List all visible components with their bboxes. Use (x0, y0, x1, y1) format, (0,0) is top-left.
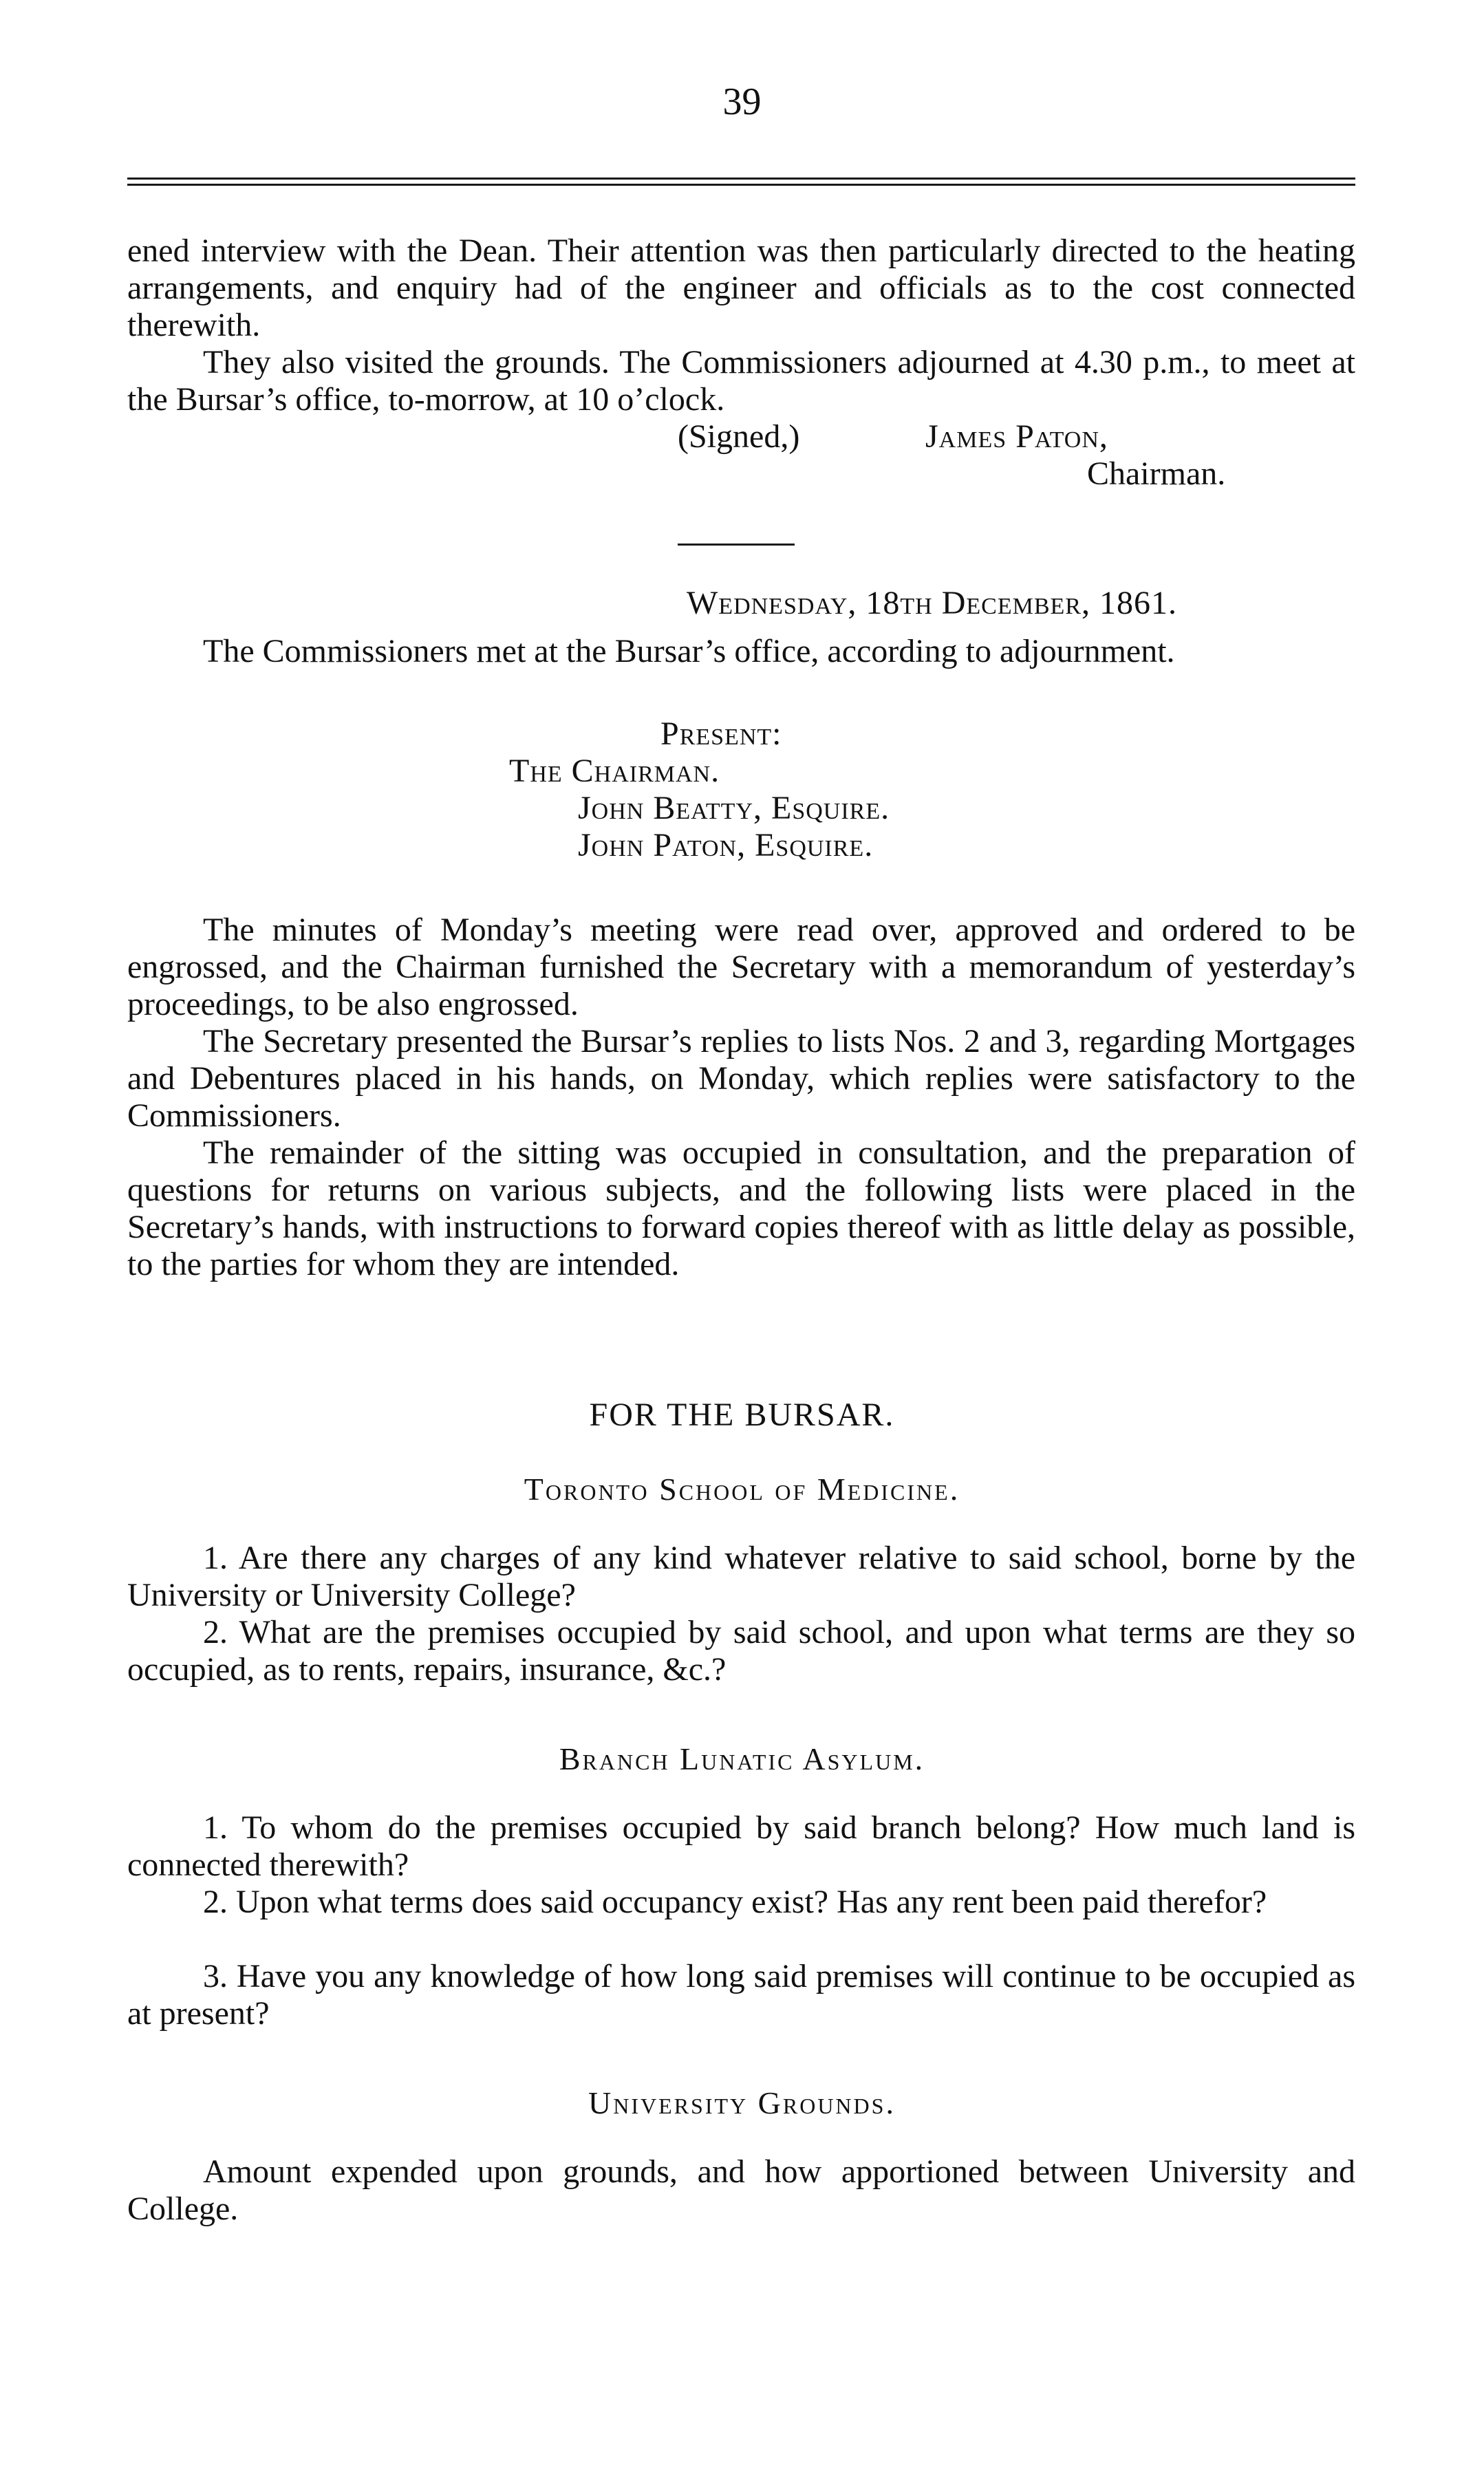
present-heading: Present: (660, 716, 782, 752)
header-rule-bottom (127, 184, 1355, 186)
paragraph-remainder: The remainder of the sitting was occupied in consultation, and the preparation of questions for returns on various subjects, and the following lists were placed in the Secretary’s hands, with instructions to forward copies thereof with as little delay as possible, to the parties for whom they are intended. (127, 1134, 1355, 1282)
bursar-heading: FOR THE BURSAR. (589, 1397, 895, 1433)
question-medicine-1: 1. Are there any charges of any kind whatever relative to said school, borne by the University or University College? (127, 1540, 1355, 1613)
present-member-chairman: The Chairman. (509, 753, 720, 789)
question-grounds-1: Amount expended upon grounds, and how apportioned between University and College. (127, 2153, 1355, 2227)
section-title-school-of-medicine: Toronto School of Medicine. (524, 1472, 960, 1507)
question-asylum-1: 1. To whom do the premises occupied by said branch belong? How much land is connected therewith? (127, 1809, 1355, 1883)
section-divider (678, 544, 795, 546)
header-double-rule (127, 178, 1355, 189)
dateline (687, 585, 1177, 622)
paragraph-grounds-visit: They also visited the grounds. The Commissioners adjourned at 4.30 p.m., to meet at the Bursar’s office, to-morrow, at 10 o’clock. (127, 344, 1355, 418)
dateline-text: Wednesday, 18th December, 1861. (687, 585, 1177, 621)
question-asylum-2: 2. Upon what terms does said occupancy exist? Has any rent been paid therefor? (203, 1884, 1267, 1920)
signer-name: James Paton, (925, 418, 1108, 455)
signer-title: Chairman. (1087, 455, 1226, 492)
header-rule-top (127, 178, 1355, 180)
present-member-paton: John Paton, Esquire. (578, 827, 874, 863)
present-member-2 (578, 790, 890, 827)
paragraph-continuation: ened interview with the Dean. Their attention was then particularly directed to the heating arrangements, and enquiry had of the engineer and officials as to the cost connected therewith. (127, 233, 1355, 343)
paragraph-meeting-opened: The Commissioners met at the Bursar’s office, according to adjournment. (203, 633, 1175, 669)
question-asylum-3: 3. Have you any knowledge of how long said premises will continue to be occupied as at present? (127, 1958, 1355, 2032)
page-number: 39 (722, 80, 762, 123)
present-member-3 (578, 827, 873, 864)
section-title-university-grounds: University Grounds. (588, 2085, 896, 2120)
signed-label: (Signed,) (678, 418, 800, 455)
question-medicine-2: 2. What are the premises occupied by said school, and upon what terms are they so occupied, as to rents, repairs, insurance, &c.? (127, 1614, 1355, 1688)
present-member-beatty: John Beatty, Esquire. (578, 790, 890, 826)
section-title-lunatic-asylum: Branch Lunatic Asylum. (559, 1741, 925, 1776)
paragraph-minutes: The minutes of Monday’s meeting were read over, approved and ordered to be engrossed, and the Chairman furnished the Secretary with a memorandum of yesterday’s proceedings, to be also engrossed. (127, 912, 1355, 1022)
present-member-1 (509, 753, 720, 790)
paragraph-bursar-replies: The Secretary presented the Bursar’s replies to lists Nos. 2 and 3, regarding Mortgages and Debentures placed in his hands, on Monday, which replies were satisfactory to the Commissioners. (127, 1023, 1355, 1134)
